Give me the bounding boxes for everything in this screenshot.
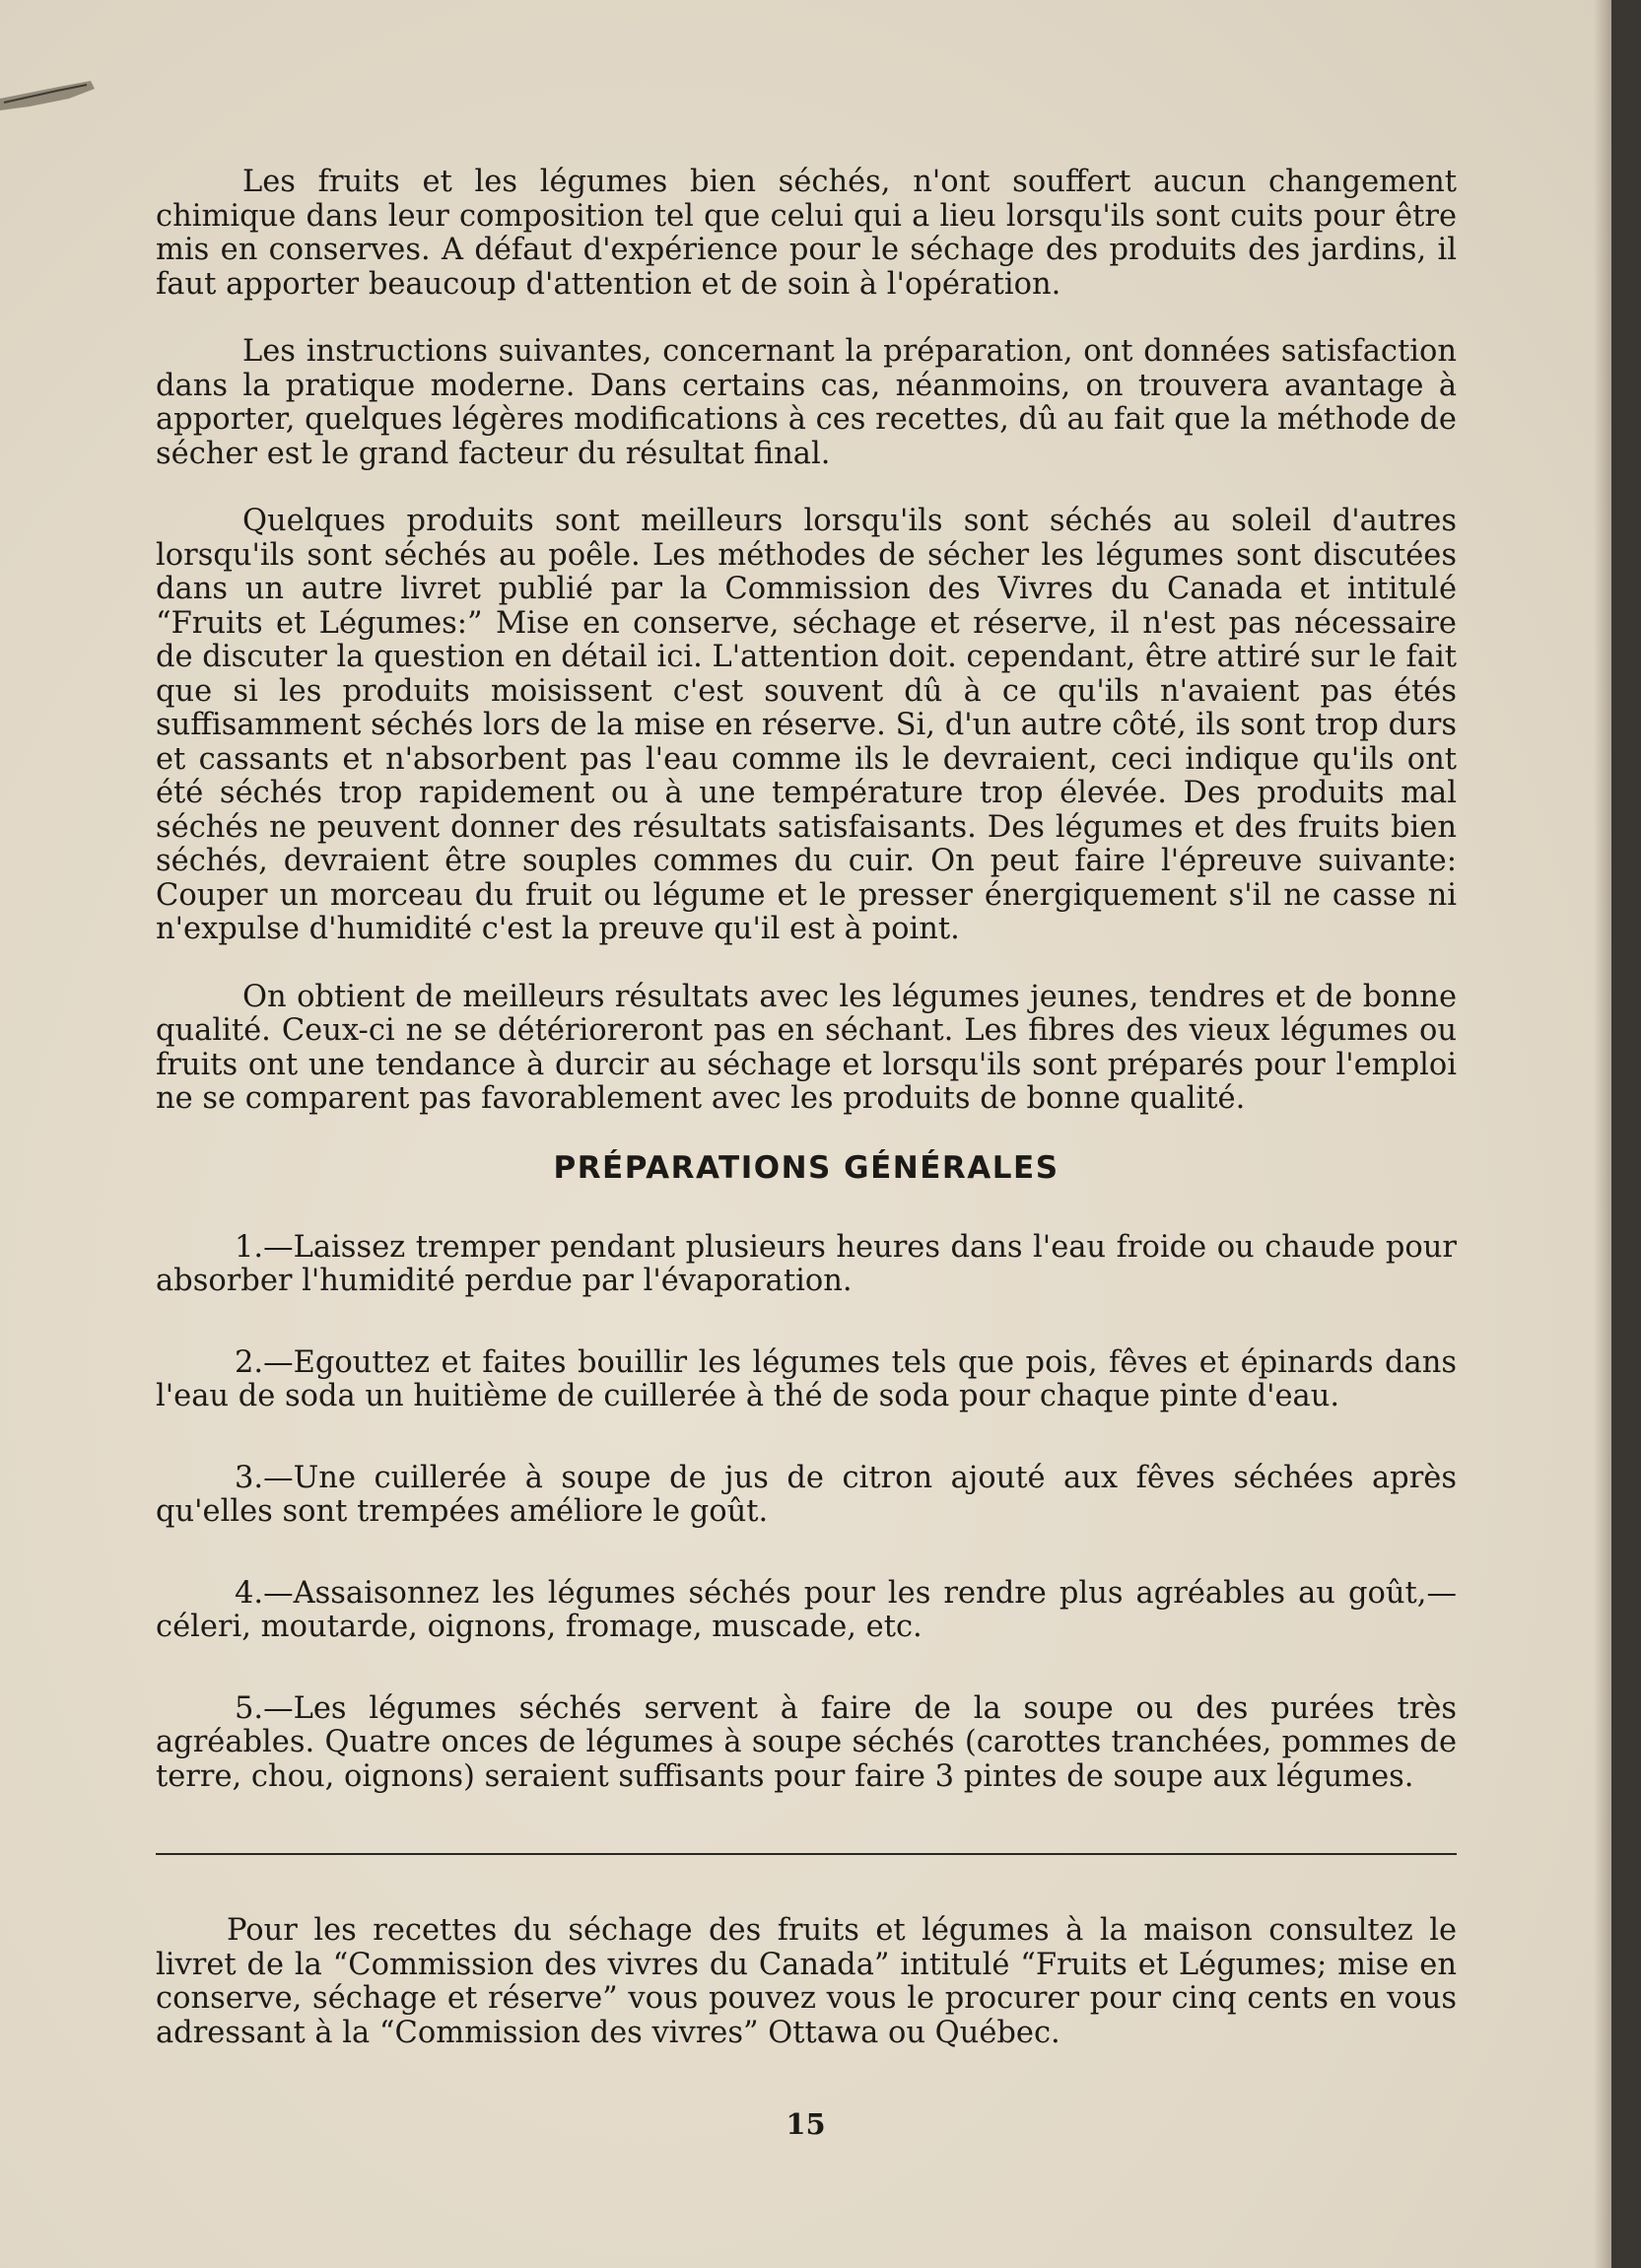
- section-heading: PRÉPARATIONS GÉNÉRALES: [553, 1149, 1060, 1186]
- preparation-item-5: 5.—Les légumes séchés servent à faire de la soupe ou des purées très agréables. Quatre onces de légumes à soupe séchés (carottes tranchées, pommes de terre, chou, oignons) seraient suffisants pour faire 3 pintes de soupe aux légumes.: [156, 1690, 1457, 1794]
- paragraph-young-vegetables: On obtient de meilleurs résultats avec les légumes jeunes, tendres et de bonne qualité. Ceux-ci ne se détérioreront pas en séchant. Les fibres des vieux légumes ou fruits ont une tendance à durcir au séchage et lorsqu'ils sont préparés pour l'emploi ne se comparent pas favorablement avec les produits de bonne qualité.: [156, 979, 1457, 1116]
- preparation-item-2: 2.—Egouttez et faites bouillir les légumes tels que pois, fêves et épinards dans l'eau de soda un huitième de cuillerée à thé de soda pour chaque pinte d'eau.: [156, 1344, 1457, 1413]
- preparation-item-3: 3.—Une cuillerée à soupe de jus de citron ajouté aux fêves séchées après qu'elles sont trempées améliore le goût.: [156, 1460, 1457, 1529]
- text-column: [156, 166, 1457, 2050]
- preparation-item-1: 1.—Laissez tremper pendant plusieurs heures dans l'eau froide ou chaude pour absorber l'humidité perdue par l'évaporation.: [156, 1229, 1457, 1298]
- footnote-divider: [156, 1853, 1457, 1855]
- paragraph-instructions: Les instructions suivantes, concernant la préparation, ont données satisfaction dans la pratique moderne. Dans certains cas, néanmoins, on trouvera avantage à apporter, quelques légères modifications à ces recettes, dû au fait que la méthode de sécher est le grand facteur du résultat final.: [156, 334, 1457, 471]
- paragraph-drying-methods: Quelques produits sont meilleurs lorsqu'ils sont séchés au soleil d'autres lorsqu'ils sont séchés au poêle. Les méthodes de sécher les légumes sont discutées dans un autre livret publié par la Commission des Vivres du Canada et intitulé “Fruits et Légumes:” Mise en conserve, séchage et réserve, il n'est pas nécessaire de discuter la question en détail ici. L'attention doit. cependant, être attiré sur le fait que si les produits moisissent c'est souvent dû à ce qu'ils n'avaient pas étés suffisamment séchés lors de la mise en réserve. Si, d'un autre côté, ils sont trop durs et cassants et n'absorbent pas l'eau comme ils le devraient, ceci indique qu'ils ont été séchés trop rapidement ou à une température trop élevée. Des produits mal séchés ne peuvent donner des résultats satisfaisants. Des légumes et des fruits bien séchés, devraient être souples commes du cuir. On peut faire l'épreuve suivante: Couper un morceau du fruit ou légume et le presser énergiquement s'il ne casse ni n'expulse d'humidité c'est la preuve qu'il est à point.: [156, 504, 1457, 946]
- binding-tape-mark: [0, 77, 99, 112]
- footnote-commission-booklet: Pour les recettes du séchage des fruits et légumes à la maison consultez le livret de la “Commission des vivres du Canada” intitulé “Fruits et Légumes; mise en conserve, séchage et réserve” vous pouvez vous le procurer pour cinq cents en vous adressant à la “Commission des vivres” Ottawa ou Québec.: [156, 1913, 1457, 2050]
- preparation-item-4: 4.—Assaisonnez les légumes séchés pour les rendre plus agréables au goût,—céleri, moutarde, oignons, fromage, muscade, etc.: [156, 1575, 1457, 1644]
- page-number: 15: [786, 2107, 826, 2141]
- paragraph-dried-produce-intro: Les fruits et les légumes bien séchés, n'ont souffert aucun changement chimique dans leur composition tel que celui qui a lieu lorsqu'ils sont cuits pour être mis en conserves. A défaut d'expérience pour le séchage des produits des jardins, il faut apporter beaucoup d'attention et de soin à l'opération.: [156, 165, 1457, 302]
